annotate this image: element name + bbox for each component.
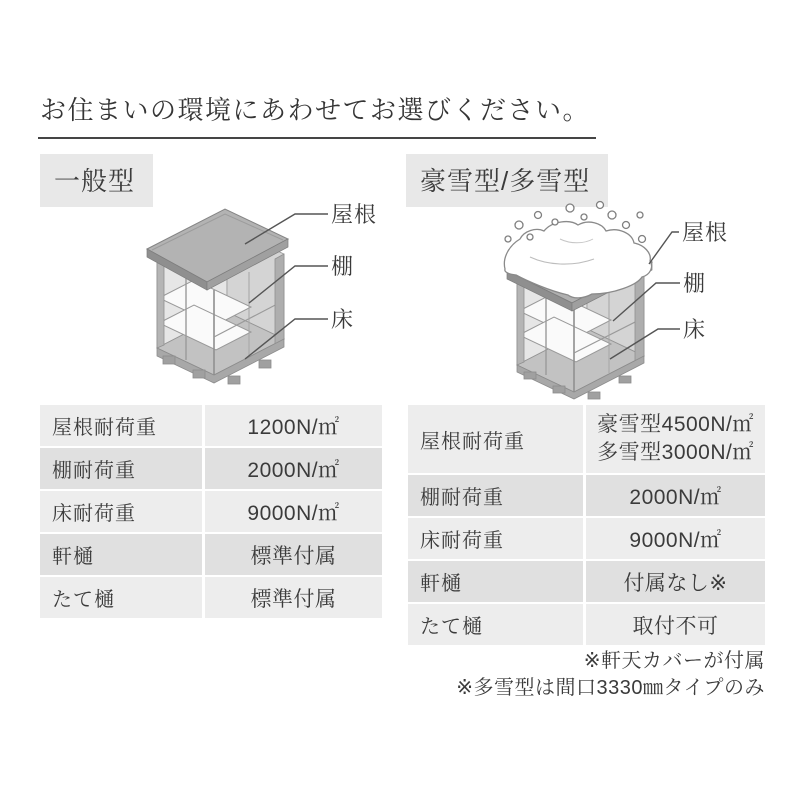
- table-row: [40, 577, 382, 618]
- table-row: [408, 475, 765, 516]
- page-title: お住まいの環境にあわせてお選びください。: [38, 90, 596, 139]
- roof-leader-line: [649, 232, 679, 264]
- spec-value: 2000N/㎡: [586, 475, 765, 516]
- base-foot: [553, 386, 565, 393]
- general-shed-illustration: [45, 197, 385, 401]
- snow-spec-table: [408, 405, 765, 645]
- base-foot: [193, 370, 205, 378]
- base-foot: [524, 372, 536, 379]
- snow-shed-illustration: [412, 195, 765, 404]
- floor-label: 床: [331, 307, 355, 332]
- base-foot: [619, 376, 631, 383]
- shelf-label: 棚: [331, 254, 355, 279]
- table-row: [40, 405, 382, 446]
- shelf-label: 棚: [683, 271, 707, 296]
- table-row: [408, 561, 765, 602]
- shed-right-wall-edge: [275, 254, 284, 344]
- spec-value: 1200N/㎡: [205, 405, 382, 446]
- table-row: [40, 448, 382, 489]
- shed-left-wall-edge: [517, 278, 524, 365]
- spec-label: 屋根耐荷重: [40, 405, 202, 446]
- general-spec-table: [40, 405, 382, 618]
- spec-label: 床耐荷重: [40, 491, 202, 532]
- spec-label: 棚耐荷重: [408, 475, 583, 516]
- table-row: [408, 518, 765, 559]
- spec-value: 付属なし※: [586, 561, 765, 602]
- spec-label: たて樋: [40, 577, 202, 618]
- spec-label: たて樋: [408, 604, 583, 645]
- shed-left-wall-edge: [157, 260, 164, 348]
- base-foot: [259, 360, 271, 368]
- spec-value-line: 多雪型3000N/㎡: [597, 441, 754, 464]
- spec-label: 床耐荷重: [408, 518, 583, 559]
- spec-value: 2000N/㎡: [205, 448, 382, 489]
- section-header-general: 一般型: [40, 154, 153, 207]
- table-row: [40, 534, 382, 575]
- footnote-line: ※多雪型は間口3330㎜タイプのみ: [456, 677, 765, 699]
- base-foot: [588, 392, 600, 399]
- spec-label: 屋根耐荷重: [408, 405, 583, 473]
- table-row: [408, 604, 765, 645]
- shed-right-wall-edge: [635, 272, 644, 361]
- footnotes: [408, 648, 765, 702]
- spec-label: 軒樋: [40, 534, 202, 575]
- spec-value: 取付不可: [586, 604, 765, 645]
- spec-value-line: 豪雪型4500N/㎡: [597, 413, 754, 436]
- table-row: [408, 405, 765, 473]
- spec-value: 標準付属: [205, 534, 382, 575]
- footnote-line: ※軒天カバーが付属: [583, 650, 765, 672]
- spec-value: 9000N/㎡: [586, 518, 765, 559]
- base-foot: [163, 356, 175, 364]
- floor-label: 床: [683, 317, 707, 342]
- section-header-snow: 豪雪型/多雪型: [406, 154, 608, 207]
- base-foot: [228, 376, 240, 384]
- roof-label: 屋根: [682, 220, 729, 245]
- table-row: [40, 491, 382, 532]
- spec-label: 軒樋: [408, 561, 583, 602]
- spec-value: [586, 405, 765, 473]
- spec-label: 棚耐荷重: [40, 448, 202, 489]
- spec-value: 9000N/㎡: [205, 491, 382, 532]
- roof-label: 屋根: [331, 202, 378, 227]
- spec-value: 標準付属: [205, 577, 382, 618]
